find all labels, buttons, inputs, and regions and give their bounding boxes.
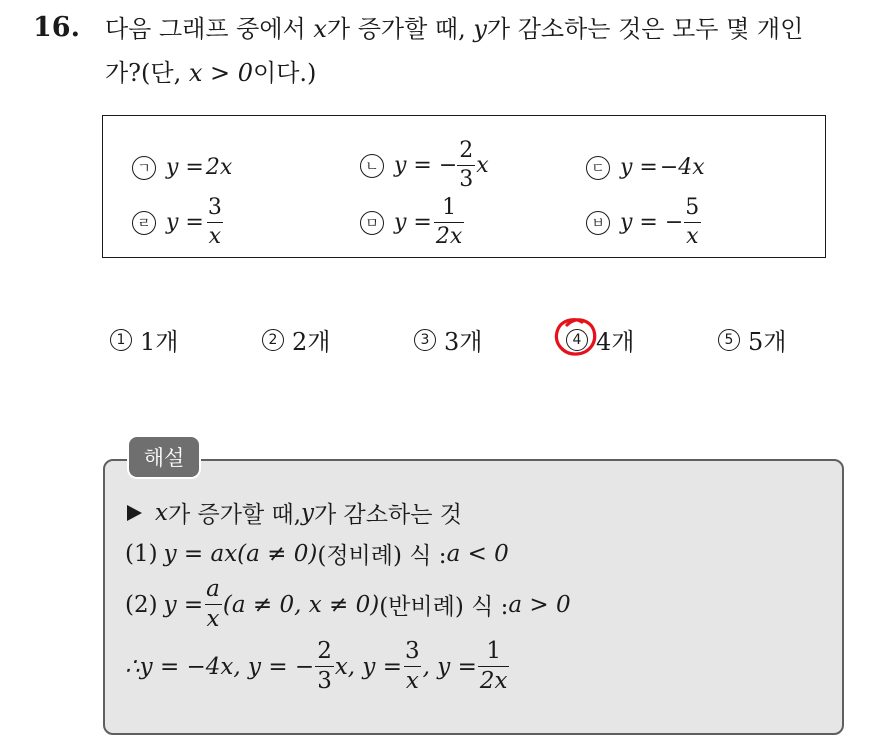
line-formula: y = — [163, 591, 204, 618]
question-text-d: 가?(단, — [105, 59, 189, 87]
option-f — [586, 197, 702, 248]
selection-circle-mark — [552, 314, 600, 360]
option-mark: ㄱ — [132, 156, 156, 180]
conclusion-b: x, y = — [334, 653, 402, 680]
question-number: 16. — [33, 12, 80, 43]
fraction — [206, 197, 224, 248]
var-x: x — [313, 15, 327, 43]
line-text: (반비례) 식 : — [379, 594, 509, 620]
option-d — [132, 197, 225, 248]
choice-label: 1개 — [140, 328, 179, 356]
fraction — [315, 640, 334, 693]
fraction — [434, 197, 464, 248]
denominator: x — [206, 606, 220, 632]
numerator: 1 — [442, 195, 457, 220]
option-lhs: y = − — [620, 210, 684, 235]
option-expr: −4x — [659, 155, 705, 180]
var-y: y — [473, 15, 487, 43]
numerator: 2 — [317, 638, 332, 664]
heading-x: x — [155, 499, 168, 526]
conclusion-a: ∴y = −4x, y = − — [125, 653, 315, 680]
denominator: x — [686, 224, 699, 249]
option-e — [360, 197, 465, 248]
choice-number: 2 — [262, 329, 284, 351]
choice-label: 4개 — [596, 328, 635, 356]
question-text-b: 가 증가할 때, — [326, 15, 474, 43]
numerator: 3 — [207, 195, 222, 220]
choice-5[interactable] — [718, 322, 786, 357]
denominator: x — [208, 224, 222, 249]
option-c — [586, 155, 705, 180]
option-mark: ㅂ — [586, 211, 610, 235]
option-lhs: y = — [620, 155, 658, 180]
numerator: 2 — [459, 138, 474, 163]
fraction — [478, 640, 510, 693]
triangle-bullet-icon — [125, 504, 143, 522]
question-text-c: 가 감소하는 것은 모두 몇 개인 — [486, 15, 804, 43]
option-lhs: y = − — [394, 153, 458, 178]
line-text: (정비례) 식 : — [317, 543, 447, 569]
solution-heading — [125, 496, 462, 529]
heading-text-b: 가 감소하는 것 — [314, 502, 462, 528]
choice-number: 5 — [718, 329, 740, 351]
choice-number: 4 — [566, 329, 588, 351]
solution-line-1 — [125, 537, 509, 570]
fraction — [204, 578, 222, 631]
conclusion-c: , y = — [422, 653, 477, 680]
heading-y: y — [301, 499, 315, 526]
denominator: 3 — [459, 167, 474, 192]
option-mark: ㅁ — [360, 211, 384, 235]
fraction — [457, 140, 475, 191]
option-b — [360, 140, 489, 191]
numerator: 3 — [405, 638, 420, 664]
line-condition: a < 0 — [446, 540, 509, 567]
choice-2[interactable] — [262, 322, 330, 357]
line-formula-cond: (a ≠ 0, x ≠ 0) — [222, 591, 380, 618]
denominator: 3 — [317, 668, 332, 694]
line-formula: y = ax(a ≠ 0) — [163, 540, 318, 567]
line-index: (2) — [125, 591, 158, 618]
choice-number: 1 — [110, 329, 132, 351]
heading-text-a: 가 증가할 때, — [167, 502, 302, 528]
line-index: (1) — [125, 540, 158, 567]
option-lhs: y = — [394, 210, 432, 235]
question-text-e: 이다.) — [253, 59, 317, 87]
choice-number: 3 — [414, 329, 436, 351]
fraction — [683, 197, 701, 248]
solution-line-3 — [125, 640, 510, 693]
denominator: x — [405, 668, 419, 694]
solution-line-2 — [125, 578, 571, 631]
option-mark: ㄷ — [586, 156, 610, 180]
numerator: 1 — [486, 638, 501, 664]
option-lhs: y = — [166, 155, 204, 180]
option-tail: x — [476, 153, 489, 178]
choice-3[interactable] — [414, 322, 482, 357]
solution-tag: 해설 — [129, 437, 199, 477]
choice-1[interactable] — [110, 322, 178, 357]
numerator: 5 — [685, 195, 700, 220]
option-mark: ㄹ — [132, 211, 156, 235]
choice-label: 3개 — [444, 328, 483, 356]
question-text-a: 다음 그래프 중에서 — [105, 15, 314, 43]
line-condition: a > 0 — [508, 591, 571, 618]
option-expr: 2x — [205, 155, 233, 180]
denominator: 2x — [435, 224, 463, 249]
choice-label: 5개 — [748, 328, 787, 356]
denominator: 2x — [479, 668, 508, 694]
option-a — [132, 155, 232, 180]
option-mark: ㄴ — [360, 154, 384, 178]
question-condition: x > 0 — [188, 59, 254, 87]
choice-label: 2개 — [292, 328, 331, 356]
fraction — [403, 640, 422, 693]
question-line-2 — [105, 56, 316, 90]
option-lhs: y = — [166, 210, 204, 235]
numerator: a — [206, 576, 220, 602]
question-line-1 — [105, 12, 803, 46]
